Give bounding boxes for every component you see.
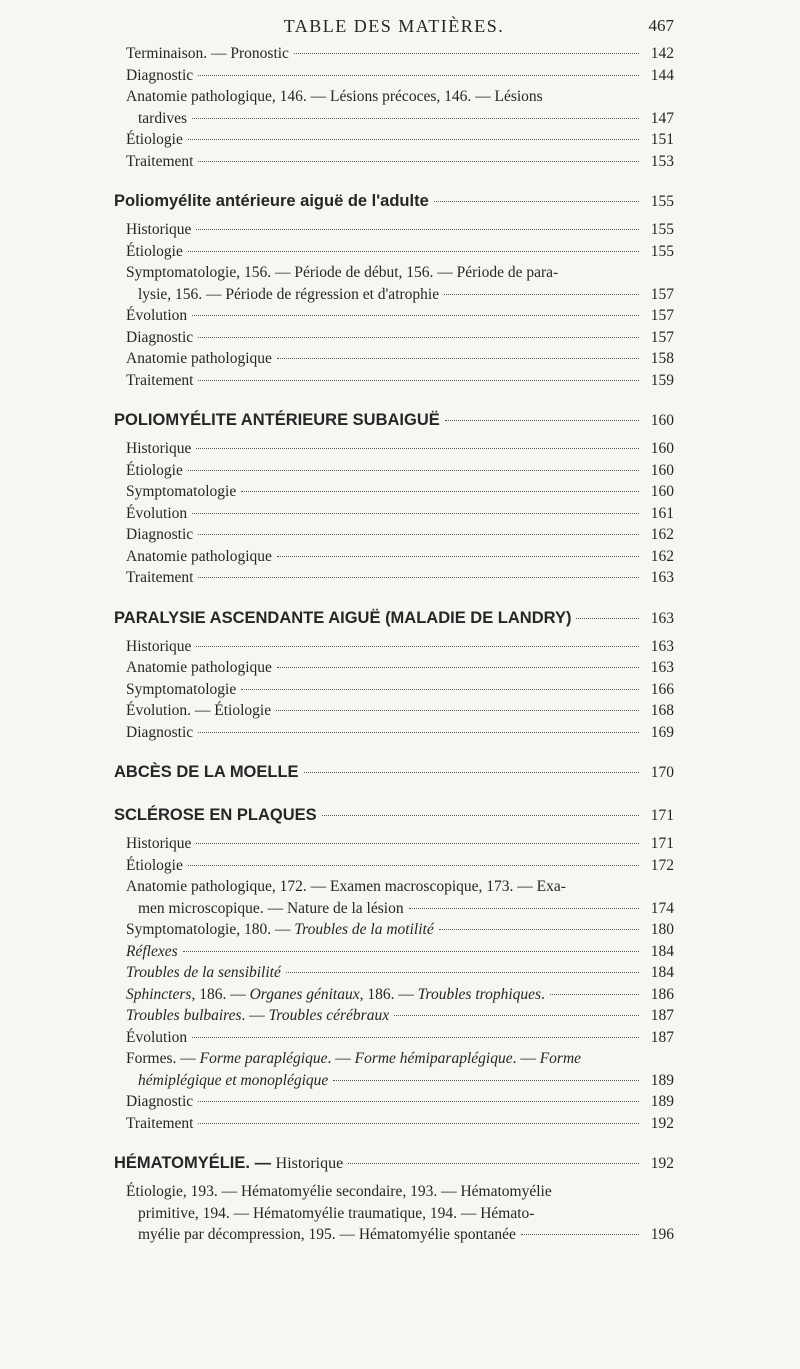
entry-text: lysie, 156. — Période de régression et d'atrophie — [138, 285, 440, 303]
entry-text: Étiologie — [126, 131, 183, 148]
dot-leader — [198, 577, 639, 578]
dot-leader — [444, 294, 639, 295]
toc-section — [114, 605, 674, 744]
page-ref: 169 — [650, 723, 674, 741]
page-ref: 189 — [650, 1093, 674, 1110]
page-ref: 159 — [650, 371, 674, 389]
page-ref: 155 — [650, 193, 674, 210]
section-heading — [114, 407, 674, 434]
page-ref: 151 — [650, 131, 674, 148]
page-ref: 158 — [650, 350, 674, 367]
dot-leader — [241, 689, 639, 690]
toc-entry — [114, 1113, 674, 1135]
toc-entry — [114, 546, 674, 568]
entry-text: Historique — [126, 440, 192, 457]
toc-section — [114, 407, 674, 589]
entry-text: Anatomie pathologique, 172. — Examen macroscopique, 173. — Exa- — [126, 878, 566, 895]
entry-line — [114, 876, 674, 898]
entry-line — [114, 962, 674, 984]
entry-text: Étiologie — [126, 242, 183, 260]
dot-leader — [521, 1234, 639, 1235]
heading-text: ABCÈS DE LA MOELLE — [114, 763, 299, 781]
page-ref: 184 — [650, 942, 674, 960]
section-heading — [114, 188, 674, 215]
running-head: TABLE DES MATIÈRES. — [283, 16, 505, 36]
dot-leader — [188, 251, 639, 252]
dot-leader — [277, 358, 639, 359]
page-ref: 186 — [650, 985, 674, 1003]
entry-text: Troubles bulbaires. — Troubles cérébraux — [126, 1007, 390, 1024]
dot-leader — [439, 929, 639, 930]
entry-text: Symptomatologie, 180. — Troubles de la motilité — [126, 921, 434, 938]
heading-line — [114, 605, 674, 632]
dot-leader — [304, 772, 639, 773]
dot-leader — [198, 732, 639, 733]
heading-line — [114, 188, 674, 215]
dot-leader — [286, 972, 639, 973]
page-ref: 163 — [650, 609, 674, 627]
toc-entry — [114, 43, 674, 65]
page-ref: 166 — [650, 680, 674, 698]
entry-line — [114, 503, 674, 525]
toc-entry — [114, 151, 674, 173]
entry-line — [114, 1203, 674, 1225]
entry-text: Évolution — [126, 307, 188, 324]
page-ref: 170 — [650, 764, 674, 781]
page-ref: 162 — [650, 547, 674, 565]
entry-line — [114, 1005, 674, 1027]
toc-entry — [114, 941, 674, 963]
page-ref: 163 — [650, 637, 674, 655]
dot-leader — [198, 337, 639, 338]
heading-text: SCLÉROSE EN PLAQUES — [114, 806, 317, 824]
page-ref: 196 — [650, 1226, 674, 1243]
entry-text: Réflexes — [126, 942, 178, 960]
toc-entry — [114, 503, 674, 525]
dot-leader — [409, 908, 639, 909]
toc-section — [114, 802, 674, 1134]
page-ref: 192 — [650, 1114, 674, 1132]
entry-line — [114, 370, 674, 392]
dot-leader — [188, 139, 639, 140]
entry-text: Étiologie, 193. — Hématomyélie secondaire, 193. — Hématomyélie — [126, 1183, 552, 1200]
dot-leader — [198, 161, 639, 162]
entry-text: Anatomie pathologique — [126, 659, 272, 676]
entry-text: Historique — [126, 637, 192, 655]
entry-text: Étiologie — [126, 856, 183, 874]
toc-entry — [114, 348, 674, 370]
entry-text: Diagnostic — [126, 66, 194, 84]
toc-entry — [114, 833, 674, 855]
page-ref: 160 — [650, 483, 674, 500]
page-ref: 172 — [650, 856, 674, 874]
entry-text: Historique — [126, 221, 192, 238]
toc-entry — [114, 305, 674, 327]
entry-line — [114, 460, 674, 482]
entry-text: hémiplégique et monoplégique — [138, 1071, 329, 1089]
entry-line — [114, 855, 674, 877]
toc-entry — [114, 855, 674, 877]
page-ref: 171 — [650, 807, 674, 824]
page-ref: 168 — [650, 702, 674, 719]
toc-entry — [114, 370, 674, 392]
dot-leader — [192, 315, 639, 316]
page-ref: 155 — [650, 242, 674, 260]
toc-entry — [114, 1091, 674, 1113]
toc-entry — [114, 460, 674, 482]
dot-leader — [188, 470, 639, 471]
entry-text: Évolution — [126, 504, 188, 522]
entry-text: Symptomatologie, 156. — Période de début, 156. — Période de para- — [126, 264, 559, 281]
entry-text: Évolution. — Étiologie — [126, 702, 272, 719]
entry-text: Étiologie — [126, 461, 183, 479]
page-ref: 163 — [650, 659, 674, 676]
entry-line — [114, 679, 674, 701]
toc-entry — [114, 1048, 674, 1091]
entry-line — [114, 919, 674, 941]
entry-line — [114, 546, 674, 568]
entry-line — [114, 700, 674, 722]
toc-entry — [114, 679, 674, 701]
entry-line — [114, 262, 674, 284]
dot-leader — [348, 1163, 639, 1164]
toc-entry — [114, 219, 674, 241]
entry-text: primitive, 194. — Hématomyélie traumatique, 194. — Hémato- — [138, 1204, 535, 1222]
entry-text: Symptomatologie — [126, 680, 237, 698]
entry-text: Traitement — [126, 1114, 194, 1132]
entry-line — [114, 636, 674, 658]
entry-text: Anatomie pathologique, 146. — Lésions précoces, 146. — Lésions — [126, 88, 543, 105]
dot-leader — [196, 843, 639, 844]
entry-text: Traitement — [126, 371, 194, 389]
dot-leader — [333, 1080, 639, 1081]
section-heading — [114, 1150, 674, 1177]
toc-entry — [114, 567, 674, 589]
entry-text: tardives — [138, 109, 188, 127]
entry-text: Historique — [126, 835, 192, 852]
entry-line — [114, 481, 674, 503]
entry-text: Symptomatologie — [126, 483, 237, 500]
entry-line — [114, 129, 674, 151]
dot-leader — [196, 229, 639, 230]
page-ref: 163 — [650, 569, 674, 586]
entry-line — [114, 1048, 674, 1070]
dot-leader — [196, 646, 639, 647]
section-heading — [114, 802, 674, 829]
dot-leader — [192, 118, 639, 119]
toc-entry — [114, 657, 674, 679]
entry-text: Anatomie pathologique — [126, 547, 272, 565]
dot-leader — [294, 53, 639, 54]
dot-leader — [241, 491, 639, 492]
entry-line — [114, 1113, 674, 1135]
dot-leader — [198, 1101, 639, 1102]
page-ref: 153 — [650, 152, 674, 170]
heading-text: POLIOMYÉLITE ANTÉRIEURE SUBAIGUË — [114, 411, 440, 429]
toc-entry — [114, 438, 674, 460]
page-ref: 160 — [650, 461, 674, 479]
entry-line — [114, 941, 674, 963]
heading-text: Poliomyélite antérieure aiguë de l'adulte — [114, 192, 429, 210]
entry-text: Évolution — [126, 1028, 188, 1046]
page-ref: 189 — [650, 1071, 674, 1089]
heading-line — [114, 1150, 674, 1177]
entry-line — [114, 833, 674, 855]
entry-line — [114, 108, 674, 130]
page-ref: 180 — [650, 921, 674, 938]
page-ref: 184 — [650, 964, 674, 981]
heading-text: HÉMATOMYÉLIE. — Historique — [114, 1154, 344, 1172]
entry-line — [114, 1224, 674, 1246]
entry-text: Formes. — Forme paraplégique. — Forme hémiparaplégique. — Forme — [126, 1050, 582, 1067]
entry-line — [114, 1027, 674, 1049]
entry-line — [114, 1070, 674, 1092]
entry-text: myélie par décompression, 195. — Hématomyélie spontanée — [138, 1226, 516, 1243]
toc-entry — [114, 984, 674, 1006]
entry-line — [114, 898, 674, 920]
dot-leader — [276, 710, 639, 711]
page-ref: 160 — [650, 412, 674, 429]
page-ref: 174 — [650, 899, 674, 917]
dot-leader — [576, 618, 639, 619]
entry-line — [114, 305, 674, 327]
page-ref: 161 — [650, 504, 674, 522]
entry-line — [114, 86, 674, 108]
entry-line — [114, 438, 674, 460]
heading-line — [114, 759, 674, 786]
toc-entry — [114, 327, 674, 349]
entry-text: Anatomie pathologique — [126, 350, 272, 367]
page-ref: 157 — [650, 328, 674, 346]
toc-page — [0, 9, 800, 1369]
toc-entry — [114, 262, 674, 305]
entry-line — [114, 524, 674, 546]
page-header — [114, 9, 674, 43]
dot-leader — [192, 513, 639, 514]
page-ref: 162 — [650, 526, 674, 543]
page-ref: 192 — [650, 1155, 674, 1172]
toc-entry — [114, 1181, 674, 1246]
entry-text: Traitement — [126, 152, 194, 170]
dot-leader — [198, 1123, 639, 1124]
section-heading — [114, 605, 674, 632]
entry-text: Troubles de la sensibilité — [126, 964, 281, 981]
page-ref: 160 — [650, 440, 674, 457]
heading-line — [114, 802, 674, 829]
toc-entry — [114, 636, 674, 658]
page-ref: 144 — [650, 66, 674, 84]
heading-text: PARALYSIE ASCENDANTE AIGUË (MALADIE DE LANDRY) — [114, 608, 572, 627]
entry-text: Diagnostic — [126, 1093, 194, 1110]
toc-entry — [114, 876, 674, 919]
entry-text: Traitement — [126, 569, 194, 586]
entry-line — [114, 722, 674, 744]
entry-text: Diagnostic — [126, 526, 194, 543]
entry-line — [114, 241, 674, 263]
entry-text: Terminaison. — Pronostic — [126, 45, 289, 62]
entry-line — [114, 348, 674, 370]
page-ref: 171 — [650, 835, 674, 852]
page-ref: 155 — [650, 221, 674, 238]
table-of-contents — [114, 43, 674, 1246]
page-ref: 187 — [650, 1028, 674, 1046]
dot-leader — [550, 994, 639, 995]
section-heading — [114, 759, 674, 786]
toc-entry — [114, 1027, 674, 1049]
entry-line — [114, 327, 674, 349]
entry-text: Diagnostic — [126, 328, 194, 346]
dot-leader — [394, 1015, 639, 1016]
entry-line — [114, 151, 674, 173]
dot-leader — [434, 201, 639, 202]
toc-entry — [114, 241, 674, 263]
page-ref: 147 — [650, 109, 674, 127]
dot-leader — [188, 865, 639, 866]
dot-leader — [322, 815, 639, 816]
entry-line — [114, 567, 674, 589]
dot-leader — [198, 534, 639, 535]
entry-line — [114, 1181, 674, 1203]
dot-leader — [445, 420, 639, 421]
page-ref: 157 — [650, 285, 674, 303]
entry-line — [114, 284, 674, 306]
dot-leader — [198, 75, 639, 76]
heading-line — [114, 407, 674, 434]
page-ref: 142 — [650, 45, 674, 62]
entry-line — [114, 1091, 674, 1113]
dot-leader — [198, 380, 639, 381]
page-ref: 187 — [650, 1007, 674, 1024]
dot-leader — [196, 448, 639, 449]
entry-line — [114, 43, 674, 65]
toc-section — [114, 1150, 674, 1246]
page-ref: 157 — [650, 307, 674, 324]
entry-line — [114, 984, 674, 1006]
dot-leader — [277, 556, 639, 557]
toc-entry — [114, 962, 674, 984]
toc-section — [114, 188, 674, 391]
toc-entry — [114, 1005, 674, 1027]
dot-leader — [192, 1037, 639, 1038]
dot-leader — [183, 951, 639, 952]
entry-text: Diagnostic — [126, 723, 194, 741]
toc-entry — [114, 524, 674, 546]
toc-entry — [114, 919, 674, 941]
toc-entry — [114, 722, 674, 744]
entry-line — [114, 65, 674, 87]
entry-text: men microscopique. — Nature de la lésion — [138, 899, 404, 917]
page-number: 467 — [648, 16, 674, 35]
toc-entry — [114, 65, 674, 87]
toc-section — [114, 43, 674, 172]
toc-entry — [114, 700, 674, 722]
toc-entry — [114, 481, 674, 503]
toc-entry — [114, 129, 674, 151]
toc-section — [114, 759, 674, 786]
toc-entry — [114, 86, 674, 129]
entry-line — [114, 219, 674, 241]
entry-line — [114, 657, 674, 679]
entry-text: Sphincters, 186. — Organes génitaux, 186. — Troubles trophiques. — [126, 985, 545, 1003]
dot-leader — [277, 667, 639, 668]
